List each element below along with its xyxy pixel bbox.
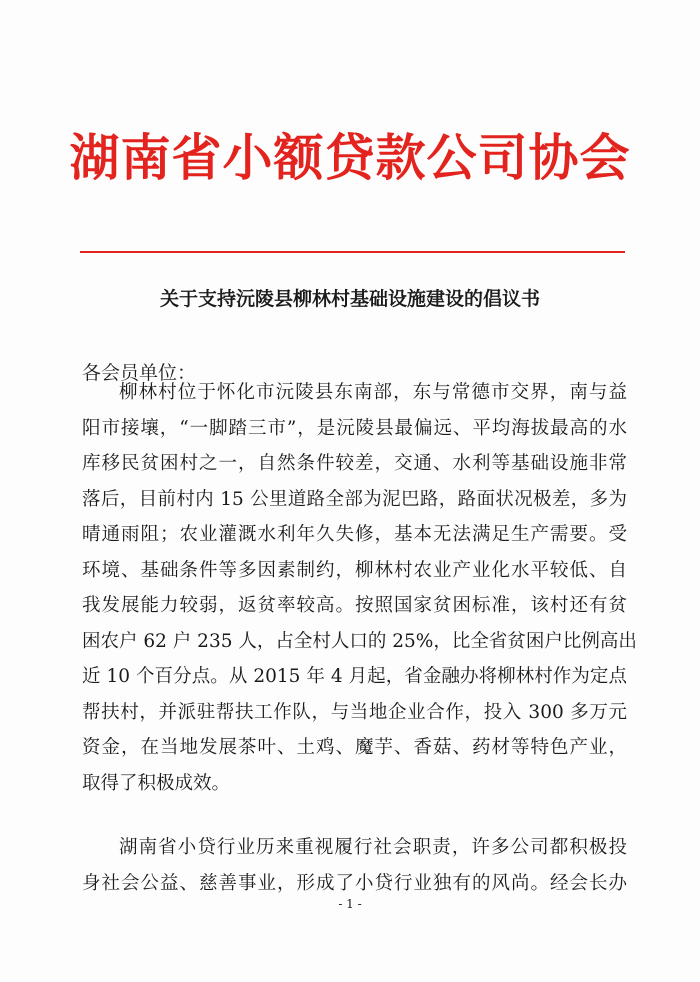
paragraph-line: 湖南省小贷行业历来重视履行社会职责，许多公司都积极投 xyxy=(119,837,627,858)
paragraph-line: 落后，目前村内 15 公里道路全部为泥巴路，路面状况极差，多为 xyxy=(82,488,627,510)
paragraph-line: 阳市接壤，“一脚踏三市”，是沅陵县最偏远、平均海拔最高的水 xyxy=(82,417,627,439)
paragraph-line: 近 10 个百分点。从 2015 年 4 月起，省金融办将柳林村作为定点 xyxy=(82,666,627,687)
document-title: 关于支持沅陵县柳林村基础设施建设的倡议书 xyxy=(159,288,540,310)
page-number: - 1 - xyxy=(338,897,362,911)
paragraph-line: 帮扶村，并派驻帮扶工作队，与当地企业合作，投入 300 多万元 xyxy=(82,701,627,723)
paragraph-line: 取得了积极成效。 xyxy=(82,772,231,794)
letterhead-divider xyxy=(80,251,625,253)
paragraph-line: 晴通雨阻；农业灌溉水利年久失修，基本无法满足生产需要。受 xyxy=(82,524,627,545)
body-paragraph-1 xyxy=(82,375,637,801)
body-paragraph-2 xyxy=(82,830,627,901)
paragraph-line: 我发展能力较弱，返贫率较高。按照国家贫困标准，该村还有贫 xyxy=(82,595,627,616)
paragraph-line: 资金，在当地发展茶叶、土鸡、魔芋、香菇、药材等特色产业， xyxy=(82,737,627,758)
letterhead-title: 湖南省小额贷款公司协会 xyxy=(69,128,631,187)
salutation: 各会员单位： xyxy=(82,362,197,384)
paragraph-line: 环境、基础条件等多因素制约，柳林村农业产业化水平较低、自 xyxy=(82,559,627,581)
paragraph-line: 身社会公益、慈善事业，形成了小贷行业独有的风尚。经会长办 xyxy=(82,872,627,894)
paragraph-line: 困农户 62 户 235 人，占全村人口的 25%，比全省贫困户比例高出 xyxy=(82,630,637,652)
paragraph-line: 库移民贫困村之一，自然条件较差，交通、水利等基础设施非常 xyxy=(82,453,627,474)
paragraph-line: 柳林村位于怀化市沅陵县东南部，东与常德市交界，南与益 xyxy=(119,382,627,403)
